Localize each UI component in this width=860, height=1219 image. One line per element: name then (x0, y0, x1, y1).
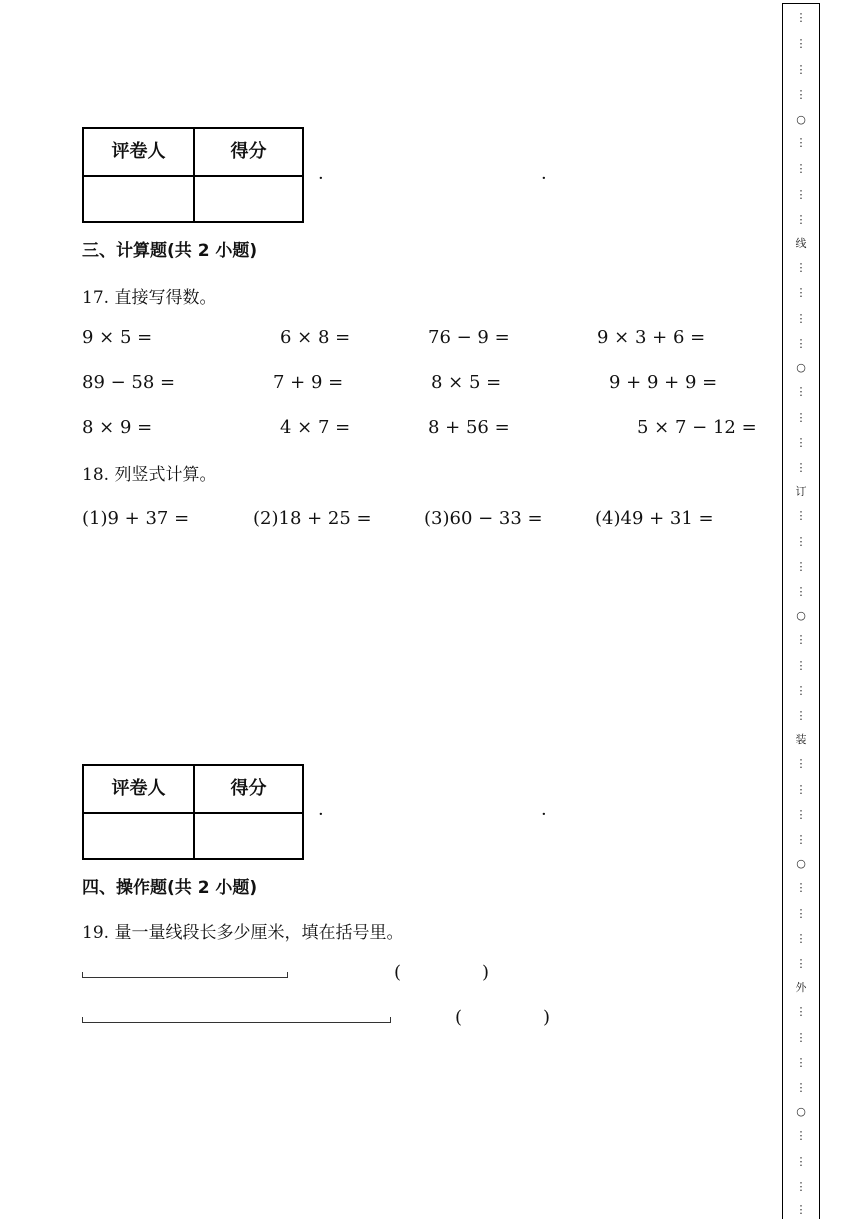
dots-mark: ⋮ (795, 1129, 807, 1142)
dots-mark: ⋮ (795, 684, 807, 697)
grader-cell[interactable] (84, 814, 193, 858)
dots-mark: ⋮ (795, 1056, 807, 1069)
dots-mark: ⋮ (795, 833, 807, 846)
dot-mark: · (318, 168, 324, 189)
answer-paren-open: ( (394, 962, 402, 983)
binding-label-xian: 线 (795, 237, 807, 250)
expression: 8 + 56 = (428, 417, 510, 438)
dots-mark: ⋮ (795, 783, 807, 796)
expression: 5 × 7 − 12 = (637, 417, 757, 438)
section-heading: 三、计算题(共 2 小题) (82, 241, 258, 261)
vertical-calc-item: (1)9 + 37 = (82, 508, 190, 529)
line-segment (82, 1017, 391, 1023)
answer-paren-close: ) (543, 1007, 551, 1028)
dots-mark: ⋮ (795, 907, 807, 920)
dots-mark: ⋮ (795, 535, 807, 548)
circle-mark: ○ (796, 361, 806, 374)
score-header: 得分 (230, 778, 267, 799)
dot-mark: · (318, 804, 324, 825)
grader-cell[interactable] (84, 177, 193, 221)
binding-label-ding: 订 (795, 485, 807, 498)
dots-mark: ⋮ (795, 881, 807, 894)
score-table (82, 127, 304, 223)
expression: 6 × 8 = (280, 327, 351, 348)
question-19-prompt: 19. 量一量线段长多少厘米，填在括号里。 (82, 923, 404, 943)
answer-paren-open: ( (455, 1007, 463, 1028)
dots-mark: ⋮ (795, 162, 807, 175)
dots-mark: ⋮ (795, 213, 807, 226)
score-cell[interactable] (195, 814, 302, 858)
section-heading: 四、操作题(共 2 小题) (82, 878, 258, 898)
question-17-prompt: 17. 直接写得数。 (82, 288, 217, 308)
dots-mark: ⋮ (795, 385, 807, 398)
dots-mark: ⋮ (795, 808, 807, 821)
dots-mark: ⋮ (795, 436, 807, 449)
expression: 89 − 58 = (82, 372, 176, 393)
dots-mark: ⋮ (795, 509, 807, 522)
expression: 8 × 5 = (431, 372, 502, 393)
grader-header: 评卷人 (111, 141, 166, 162)
dots-mark: ⋮ (795, 136, 807, 149)
dots-mark: ⋮ (795, 957, 807, 970)
dots-mark: ⋮ (795, 88, 807, 101)
expression: 76 − 9 = (428, 327, 510, 348)
dots-mark: ⋮ (795, 188, 807, 201)
dots-mark: ⋮ (795, 63, 807, 76)
dots-mark: ⋮ (795, 1155, 807, 1168)
score-cell[interactable] (195, 177, 302, 221)
expression: 9 × 3 + 6 = (597, 327, 706, 348)
expression: 7 + 9 = (273, 372, 344, 393)
dots-mark: ⋮ (795, 312, 807, 325)
score-table (82, 764, 304, 860)
dot-mark: · (541, 168, 547, 189)
vertical-calc-item: (3)60 − 33 = (424, 508, 543, 529)
dots-mark: ⋮ (795, 11, 807, 24)
dots-mark: ⋮ (795, 411, 807, 424)
dots-mark: ⋮ (795, 1180, 807, 1193)
circle-mark: ○ (796, 857, 806, 870)
expression: 9 × 5 = (82, 327, 153, 348)
answer-blank[interactable] (465, 1007, 541, 1031)
expression: 8 × 9 = (82, 417, 153, 438)
score-header: 得分 (230, 141, 267, 162)
dots-mark: ⋮ (795, 659, 807, 672)
dots-mark: ⋮ (795, 932, 807, 945)
vertical-calc-item: (4)49 + 31 = (595, 508, 714, 529)
dots-mark: ⋮ (795, 1005, 807, 1018)
grader-header: 评卷人 (111, 778, 166, 799)
binding-label-wai: 外 (795, 981, 807, 994)
dots-mark: ⋮ (795, 1031, 807, 1044)
dot-mark: · (541, 804, 547, 825)
circle-mark: ○ (796, 609, 806, 622)
dots-mark: ⋮ (795, 337, 807, 350)
line-segment (82, 972, 288, 978)
expression: 9 + 9 + 9 = (609, 372, 718, 393)
dots-mark: ⋮ (795, 1081, 807, 1094)
expression: 4 × 7 = (280, 417, 351, 438)
answer-paren-close: ) (482, 962, 490, 983)
question-18-prompt: 18. 列竖式计算。 (82, 465, 217, 485)
dots-mark: ⋮ (795, 261, 807, 274)
dots-mark: ⋮ (795, 709, 807, 722)
binding-label-zhuang: 装 (795, 733, 807, 746)
dots-mark: ⋮ (795, 633, 807, 646)
dots-mark: ⋮ (795, 1203, 807, 1216)
dots-mark: ⋮ (795, 461, 807, 474)
circle-mark: ○ (796, 113, 806, 126)
dots-mark: ⋮ (795, 37, 807, 50)
dots-mark: ⋮ (795, 757, 807, 770)
circle-mark: ○ (796, 1105, 806, 1118)
vertical-calc-item: (2)18 + 25 = (253, 508, 372, 529)
dots-mark: ⋮ (795, 560, 807, 573)
dots-mark: ⋮ (795, 286, 807, 299)
dots-mark: ⋮ (795, 585, 807, 598)
binding-margin (782, 3, 820, 1219)
answer-blank[interactable] (404, 962, 480, 986)
